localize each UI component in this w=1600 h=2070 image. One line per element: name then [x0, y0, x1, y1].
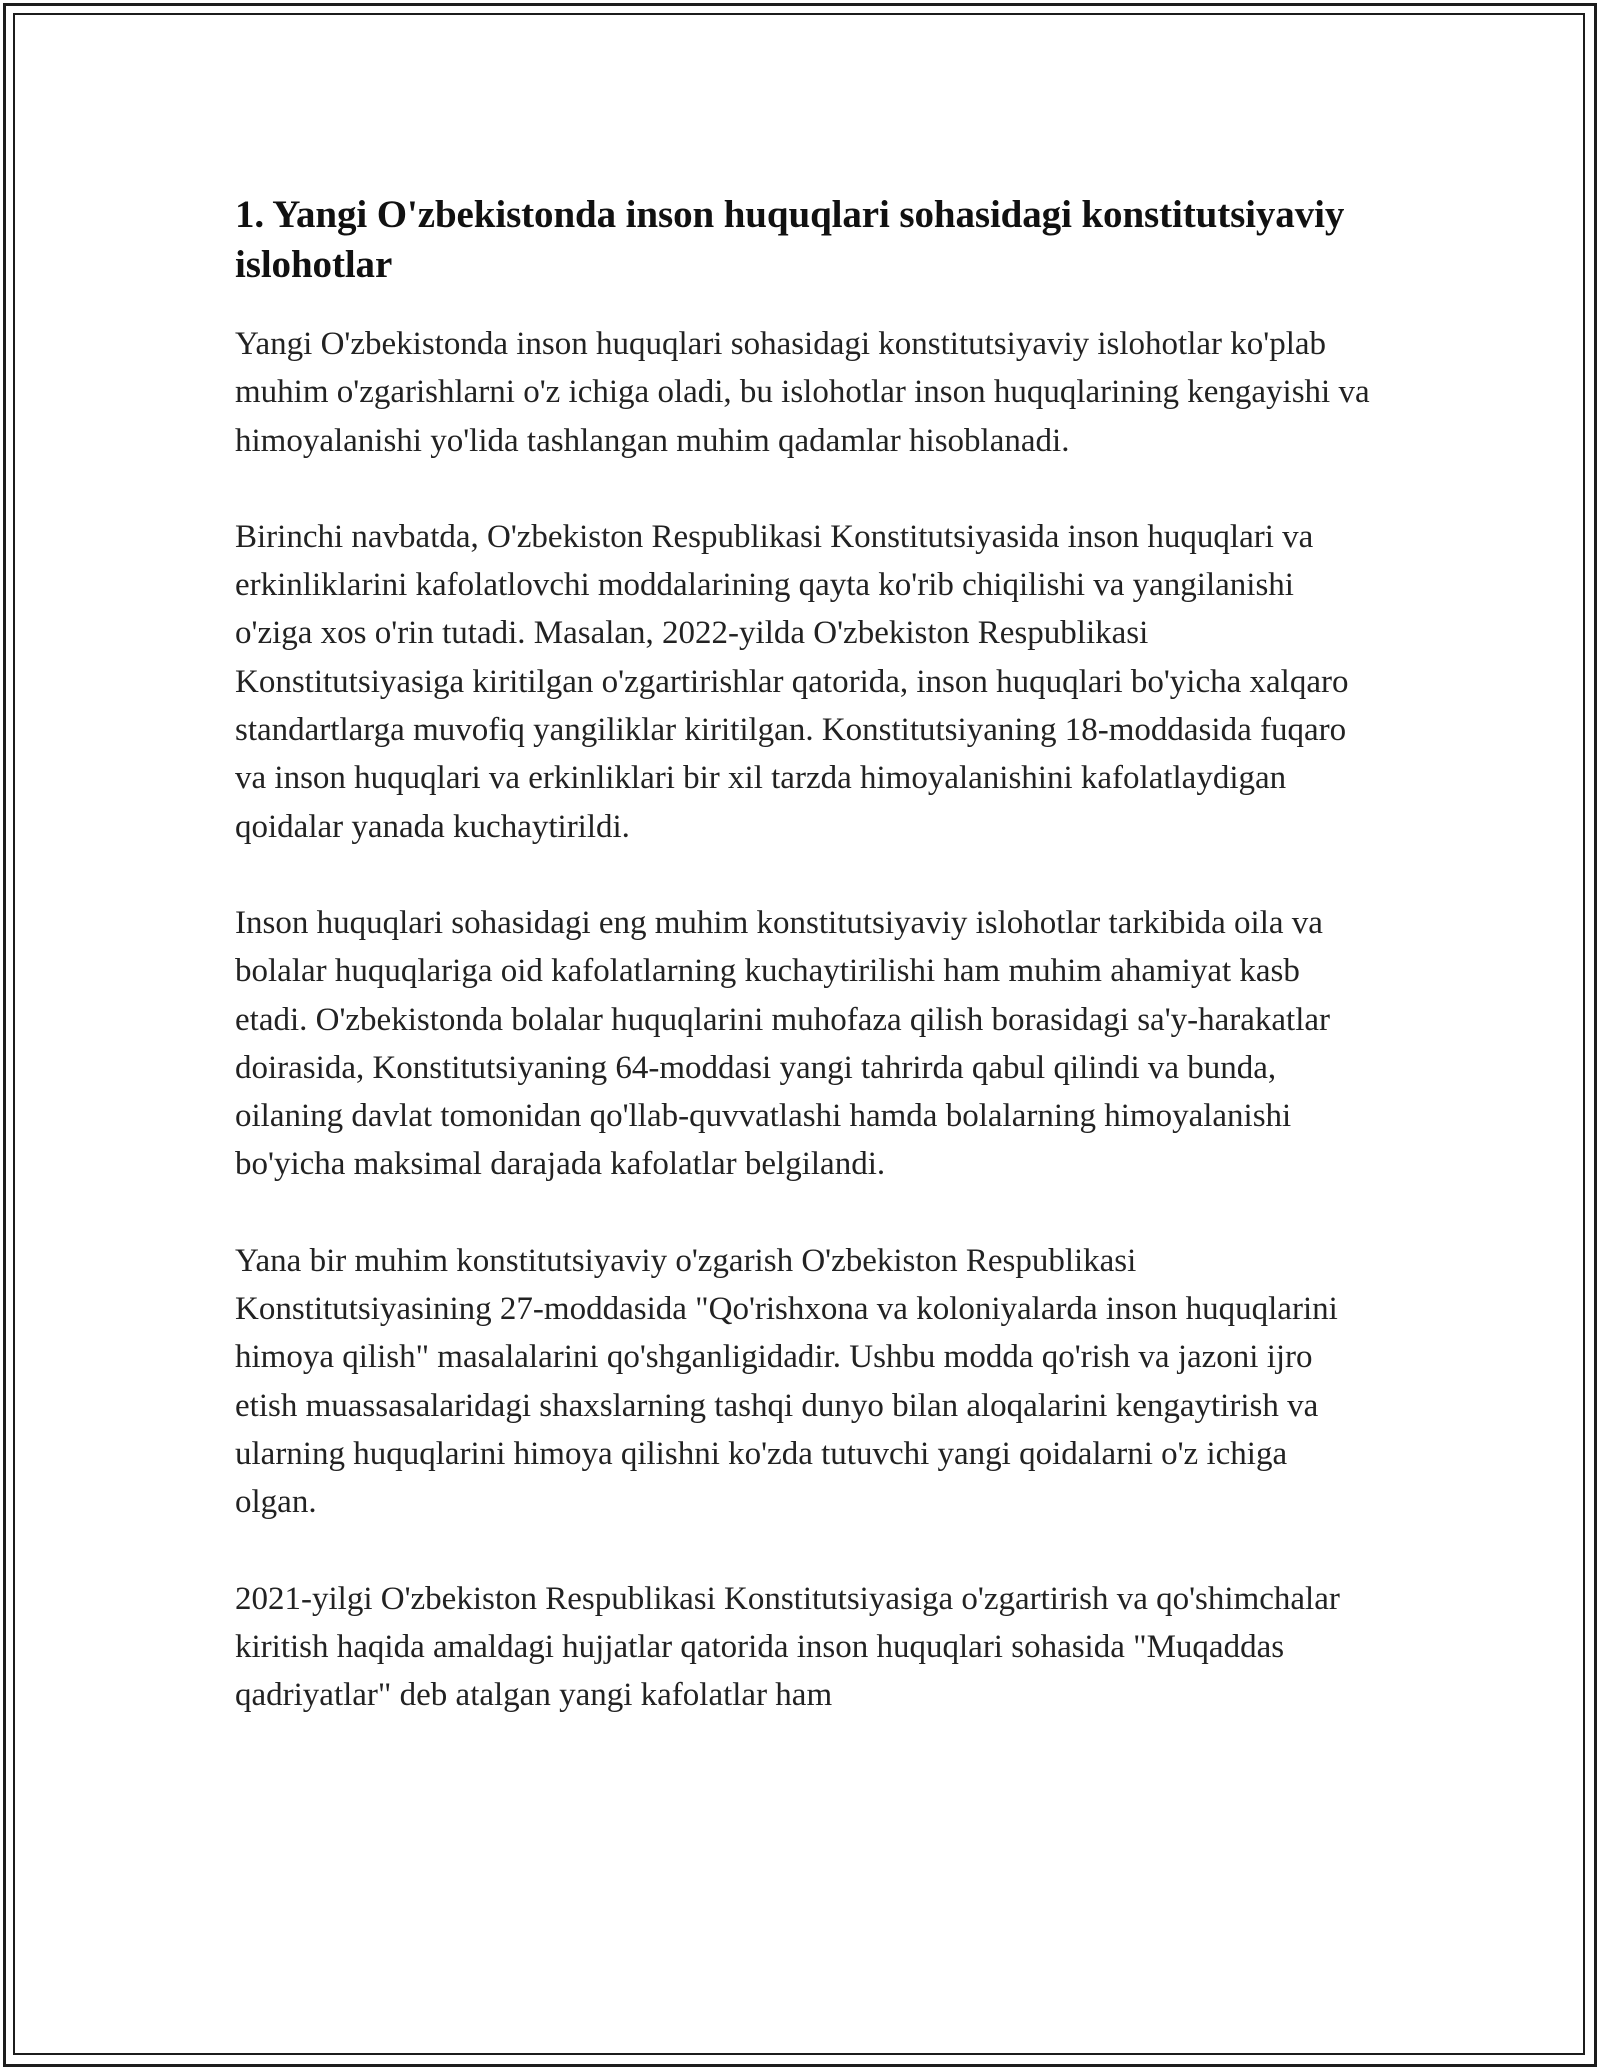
- paragraph-2021-amendments: 2021-yilgi O'zbekiston Respublikasi Konstitutsiyasiga o'zgartirish va qo'shimchalar kiritish haqida amaldagi hujjatlar qatorida inson huquqlari sohasida "Muqaddas qadriyatlar" deb atalgan yangi kafolatlar ham: [235, 1580, 1340, 1714]
- paragraph-family-children-rights: Inson huquqlari sohasidagi eng muhim konstitutsiyaviy islohotlar tarkibida oila va bolalar huquqlariga oid kafolatlarning kuchaytirilishi ham muhim ahamiyat kasb etadi. O'zbekistonda bolalar huquqlarini muhofaza qilish borasidagi sa'y-harakatlar doirasida, Konstitutsiyaning 64-moddasi yangi tahrirda qabul qilindi va bunda, oilaning davlat tomonidan qo'llab-quvvatlashi hamda bolalarning himoyalanishi bo'yicha maksimal darajada kafolatlar belgilandi.: [235, 904, 1331, 1183]
- paragraph-intro: Yangi O'zbekistonda inson huquqlari sohasidagi konstitutsiyaviy islohotlar ko'plab muhim o'zgarishlarni o'z ichiga oladi, bu islohotlar inson huquqlarining kengayishi va himoyalanishi yo'lida tashlangan muhim qadamlar hisoblanadi.: [235, 326, 1370, 459]
- paragraph-detention-rights: Yana bir muhim konstitutsiyaviy o'zgarish O'zbekiston Respublikasi Konstitutsiyasining 27-moddasida "Qo'rishxona va koloniyalarda inson huquqlarini himoya qilish" masalalarini qo'shganligidadir. Ushbu modda qo'rish va jazoni ijro etish muassasalaridagi shaxslarning tashqi dunyo bilan aloqalarini kengaytirish va ularning huquqlarini himoya qilishni ko'zda tutuvchi yangi qoidalarni o'z ichiga olgan.: [235, 1242, 1338, 1521]
- paragraph-constitution-articles: Birinchi navbatda, O'zbekiston Respublikasi Konstitutsiyasida inson huquqlari va erkinliklarini kafolatlovchi moddalarining qayta ko'rib chiqilishi va yangilanishi o'ziga xos o'rin tutadi. Masalan, 2022-yilda O'zbekiston Respublikasi Konstitutsiyasiga kiritilgan o'zgartirishlar qatorida, inson huquqlari bo'yicha xalqaro standartlarga muvofiq yangiliklar kiritilgan. Konstitutsiyaning 18-moddasida fuqaro va inson huquqlari va erkinliklari bir xil tarzda himoyalanishini kafolatlaydigan qoidalar yanada kuchaytirildi.: [235, 518, 1349, 845]
- document-body: [235, 190, 1375, 1719]
- section-heading: 1. Yangi O'zbekistonda inson huquqlari sohasidagi konstitutsiyaviy islohotlar: [235, 193, 1345, 286]
